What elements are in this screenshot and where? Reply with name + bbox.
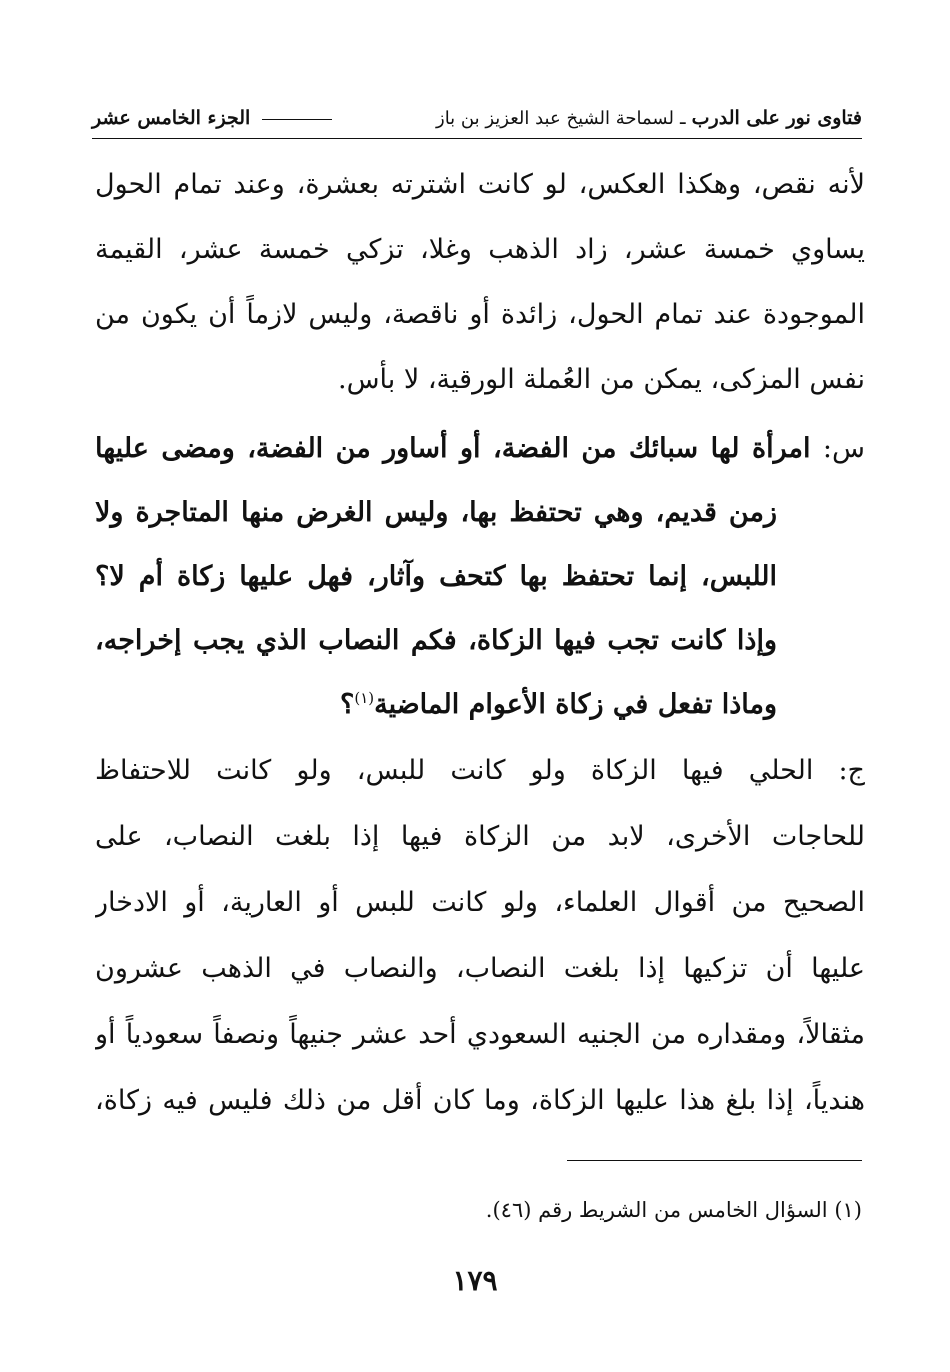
text-line: نفس المزكى، يمكن من العُملة الورقية، لا بأس. [337, 364, 865, 395]
text-line: وإذا كانت تجب فيها الزكاة، فكم النصاب الذي يجب إخراجه، [95, 625, 777, 656]
text-line: الموجودة عند تمام الحول، زائدة أو ناقصة، وليس لازماً أن يكون من [95, 299, 865, 330]
text-line: هندياً، إذا بلغ هذا عليها الزكاة، وما كان أقل من ذلك فليس فيه زكاة، [95, 1085, 865, 1116]
book-title: فتاوى نور على الدرب [691, 106, 862, 129]
footnote: (١) السؤال الخامس من الشريط رقم (٤٦). [485, 1198, 862, 1222]
text-line: وماذا تفعل في زكاة الأعوام الماضية [374, 689, 777, 720]
footnote-separator [567, 1160, 862, 1161]
question-marker: س: [822, 433, 865, 464]
answer-paragraph [95, 738, 865, 1134]
question-end-mark: ؟ [340, 689, 355, 720]
question-first-line [95, 417, 865, 481]
text-line: لأنه نقص، وهكذا العكس، لو كانت اشترته بعشرة، وعند تمام الحول [95, 169, 865, 200]
text-line: الصحيح من أقوال العلماء، ولو كانت للبس أو العارية، أو الادخار [95, 887, 865, 918]
header-dash-rule [262, 119, 332, 120]
volume-group [92, 98, 338, 138]
question-last-line [95, 673, 865, 737]
continuation-paragraph [95, 152, 865, 412]
text-line: للحاجات الأخرى، لابد من الزكاة فيها إذا بلغت النصاب، على [95, 821, 865, 852]
text-line: مثقالاً، ومقداره من الجنيه السعودي أحد عشر جنيهاً ونصفاً سعودياً أو [95, 1019, 865, 1050]
footnote-reference: (١) [354, 689, 375, 707]
book-title-group [436, 98, 862, 139]
volume-label: الجزء الخامس عشر [92, 107, 251, 129]
text-line: اللبس، إنما تحتفظ بها كتحف وآثار، فهل عليها زكاة أم لا؟ [95, 561, 777, 592]
page-number: ١٧٩ [452, 1264, 498, 1297]
running-header [92, 98, 862, 139]
question-paragraph [95, 417, 865, 737]
text-line: يساوي خمسة عشر، زاد الذهب وغلا، تزكي خمسة عشر، القيمة [95, 234, 865, 265]
text-line: ج: الحلي فيها الزكاة ولو كانت للبس، ولو كانت للاحتفاظ [95, 755, 865, 786]
text-line: زمن قديم، وهي تحتفظ بها، وليس الغرض منها المتاجرة ولا [95, 497, 777, 528]
text-line: عليها أن تزكيها إذا بلغت النصاب، والنصاب في الذهب عشرون [95, 953, 865, 984]
text-line: امرأة لها سبائك من الفضة، أو أساور من الفضة، ومضى عليها [95, 433, 811, 464]
author-line: لسماحة الشيخ عبد العزيز بن باز [436, 107, 674, 129]
title-dash: ـ [680, 106, 686, 129]
